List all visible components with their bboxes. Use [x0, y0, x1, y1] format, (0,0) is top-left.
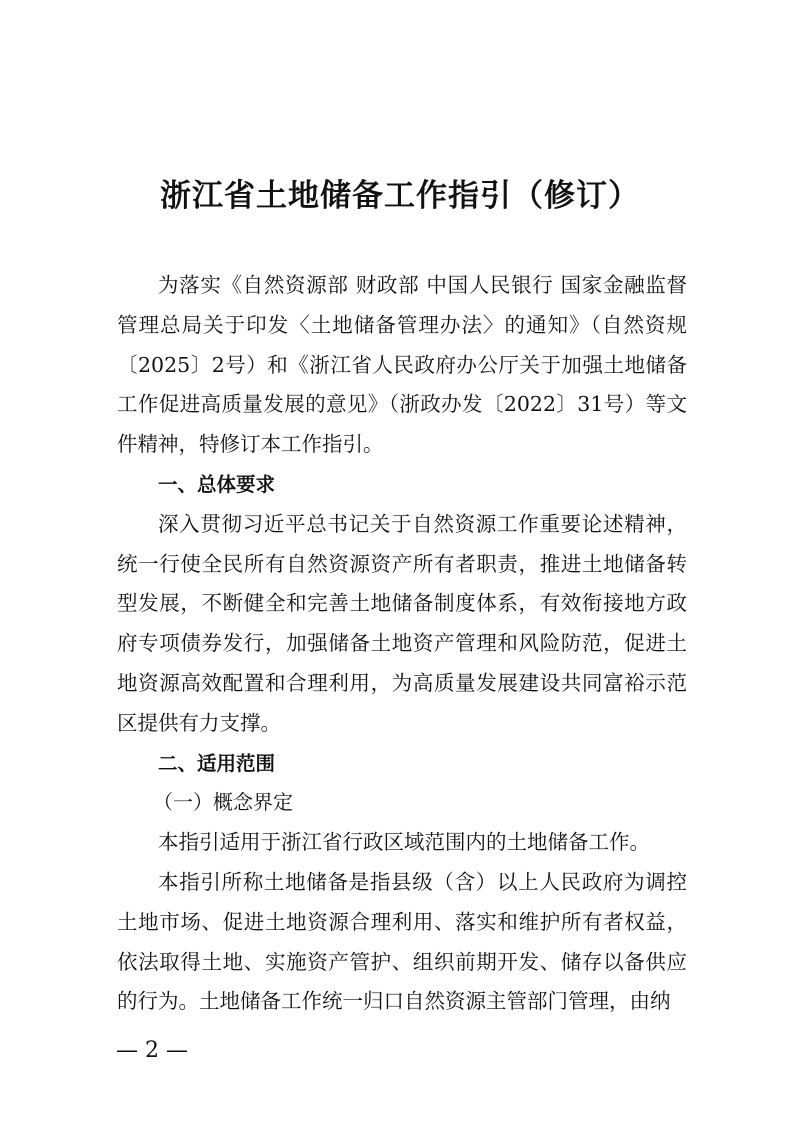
scope-paragraph: 本指引适用于浙江省行政区域范围内的土地储备工作。	[158, 830, 650, 855]
definition-paragraph: 本指引所称土地储备是指县级（含）以上人民政府为调控土地市场、促进土地资源合理利用、落实和维护所有者权益，依法取得土地、实施资产管护、组织前期开发、储存以备供应的行为。土地储备工作统一归口自然资源主管部门管理，由纳	[117, 869, 687, 1014]
document-title: 浙江省土地储备工作指引（修订）	[160, 178, 640, 214]
section-heading-general-requirements: 一、总体要求	[157, 472, 275, 496]
general-requirements-paragraph: 深入贯彻习近平总书记关于自然资源工作重要论述精神，统一行使全民所有自然资源资产所有者职责，推进土地储备转型发展，不断健全和完善土地储备制度体系，有效衔接地方政府专项债券发行，加强储备土地资产管理和风险防范，促进土地资源高效配置和合理利用，为高质量发展建设共同富裕示范区提供有力支撑。	[117, 511, 687, 735]
document-body	[117, 266, 687, 1022]
intro-paragraph: 为落实《自然资源部 财政部 中国人民银行 国家金融监督管理总局关于印发〈土地储备管理办法〉的通知》（自然资规〔2025〕2号）和《浙江省人民政府办公厅关于加强土地储备工作促进高质量发展的意见》（浙政办发〔2022〕31号）等文件精神，特修订本工作指引。	[117, 273, 687, 457]
page-number: — 2 —	[116, 1038, 188, 1063]
subsection-heading-definition: （一）概念界定	[153, 790, 293, 815]
section-heading-scope: 二、适用范围	[157, 751, 275, 775]
